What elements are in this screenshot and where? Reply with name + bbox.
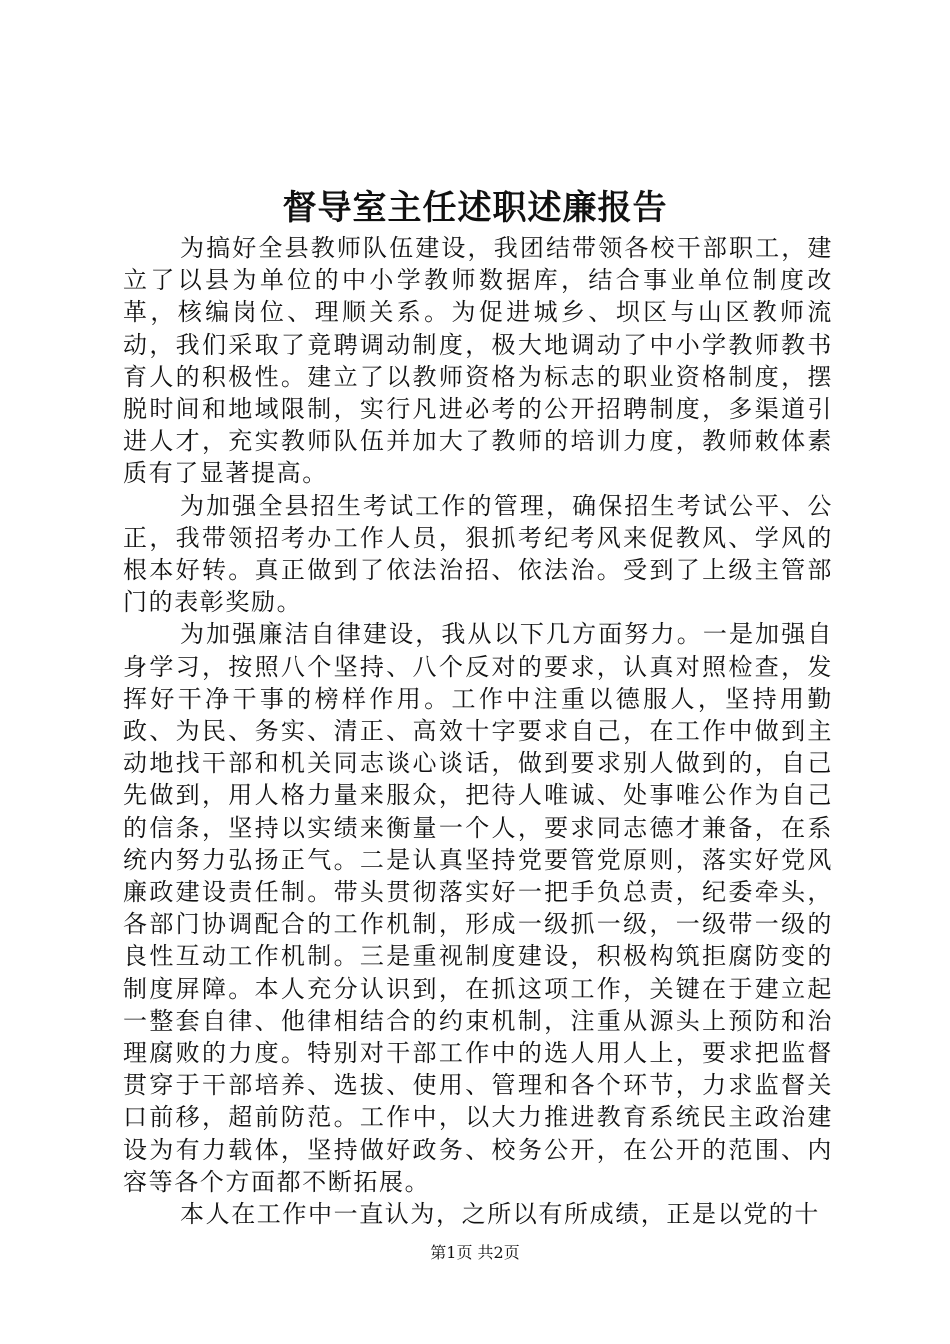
document-body [123,232,833,1230]
paragraph-integrity: 为加强廉洁自律建设，我从以下几方面努力。一是加强自身学习，按照八个坚持、八个反对的要求，认真对照检查，发挥好干净干事的榜样作用。工作中注重以德服人，坚持用勤政、为民、务实、清正、高效十字要求自己，在工作中做到主动地找干部和机关同志谈心谈话，做到要求别人做到的，自己先做到，用人格力量来服众，把待人唯诚、处事唯公作为自己的信条，坚持以实绩来衡量一个人，要求同志德才兼备，在系统内努力弘扬正气。二是认真坚持党要管党原则，落实好党风廉政建设责任制。带头贯彻落实好一把手负总责，纪委牵头，各部门协调配合的工作机制，形成一级抓一级，一级带一级的良性互动工作机制。三是重视制度建设，积极构筑拒腐防变的制度屏障。本人充分认识到，在抓这项工作，关键在于建立起一整套自律、他律相结合的约束机制，注重从源头上预防和治理腐败的力度。特别对干部工作中的选人用人上，要求把监督贯穿于干部培养、选拔、使用、管理和各个环节，力求监督关口前移，超前防范。工作中，以大力推进教育系统民主政治建设为有力载体，坚持做好政务、校务公开，在公开的范围、内容等各个方面都不断拓展。 [123,620,833,1196]
paragraph-conclusion: 本人在工作中一直认为，之所以有所成绩，正是以党的十 [180,1200,820,1229]
paragraph-enrollment-exams: 为加强全县招生考试工作的管理，确保招生考试公平、公正，我带领招考办工作人员，狠抓考纪考风来促教风、学风的根本好转。真正做到了依法治招、依法治。受到了上级主管部门的表彰奖励。 [123,491,833,617]
page-number-footer: 第1页 共2页 [430,1243,520,1262]
document-title: 督导室主任述职述廉报告 [282,188,668,228]
paragraph-teacher-team: 为搞好全县教师队伍建设，我团结带领各校干部职工，建立了以县为单位的中小学教师数据库，结合事业单位制度改革，核编岗位、理顺关系。为促进城乡、坝区与山区教师流动，我们采取了竟聘调动制度，极大地调动了中小学教师教书育人的积极性。建立了以教师资格为标志的职业资格制度，摆脱时间和地域限制，实行凡进必考的公开招聘制度，多渠道引进人才，充实教师队伍并加大了教师的培训力度，教师敕体素质有了显著提高。 [123,234,833,488]
